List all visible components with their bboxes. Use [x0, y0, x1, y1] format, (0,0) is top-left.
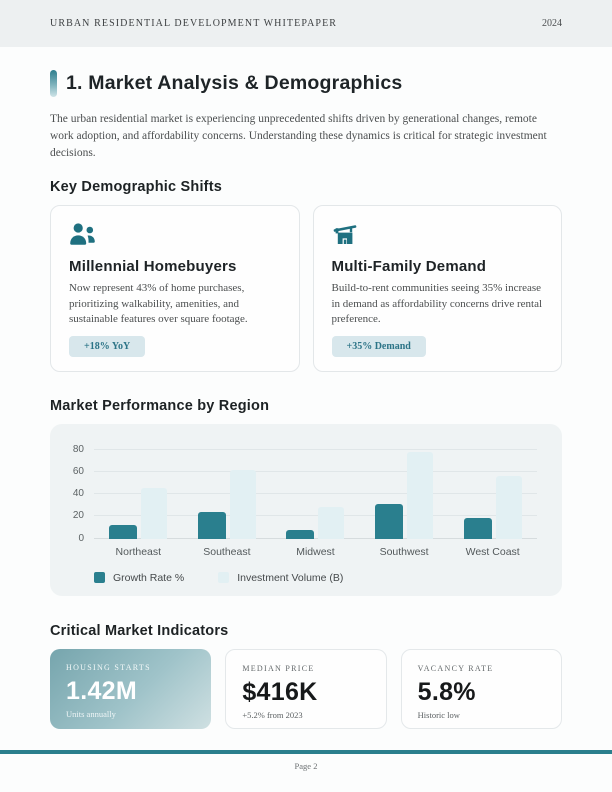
demographics-heading: Key Demographic Shifts	[50, 179, 222, 195]
stat-subtext: +5.2% from 2023	[242, 709, 303, 720]
document-title: URBAN RESIDENTIAL DEVELOPMENT WHITEPAPER	[50, 18, 338, 29]
demo-card-body: Build-to-rent communities seeing 35% increase in demand as affordability concerns drive rental preference.	[331, 282, 543, 325]
page-number: Page 2	[294, 760, 318, 771]
demo-card-title: Multi-Family Demand	[331, 258, 487, 275]
bar-group-northeast	[94, 450, 183, 539]
bar-growth-rate	[198, 512, 226, 539]
stat-label: VACANCY RATE	[417, 663, 494, 673]
demo-card-title: Millennial Homebuyers	[69, 258, 237, 275]
x-axis-label: Northeast	[115, 545, 162, 558]
bar-investment-volume-b	[496, 476, 522, 538]
demo-card-millennial	[50, 205, 300, 372]
chart-legend	[94, 572, 537, 584]
demo-card-badge: +18% YoY	[69, 336, 145, 357]
stat-card-housing-starts	[50, 649, 211, 729]
intro-paragraph: The urban residential market is experiencing unprecedented shifts driven by generational changes, remote work adoption, and affordability concerns. Understanding these dynamics is critical for strategic investment decisions.	[50, 113, 547, 159]
bar-investment-volume-b	[407, 452, 433, 539]
y-axis	[50, 443, 94, 544]
stat-value: 5.8%	[417, 677, 476, 706]
stat-card-median-price	[225, 649, 386, 729]
x-axis-label: Southwest	[379, 545, 429, 558]
accent-bar	[50, 70, 57, 97]
region-bar-chart	[50, 424, 562, 596]
legend-label: Growth Rate %	[113, 571, 185, 584]
bar-group-west-coast	[448, 450, 537, 539]
bar-growth-rate	[109, 525, 137, 538]
bar-investment-volume-b	[141, 488, 167, 538]
demo-card-multifamily	[313, 205, 563, 372]
stat-card-vacancy-rate	[401, 649, 562, 729]
document-year: 2024	[542, 18, 562, 29]
legend-swatch	[218, 572, 229, 583]
y-tick-label: 80	[72, 443, 84, 455]
legend-swatch	[94, 572, 105, 583]
stat-value: $416K	[242, 677, 318, 706]
users-icon	[69, 222, 281, 246]
y-tick-label: 0	[78, 532, 84, 544]
legend-item	[218, 572, 343, 584]
stat-subtext: Historic low	[417, 709, 460, 720]
bar-growth-rate	[286, 530, 314, 539]
building-icon	[332, 222, 544, 246]
bar-group-midwest	[271, 450, 360, 539]
page-header	[0, 0, 612, 47]
page-footer	[0, 750, 612, 792]
stat-label: MEDIAN PRICE	[242, 663, 315, 673]
bar-group-southwest	[360, 450, 449, 539]
bar-growth-rate	[464, 518, 492, 538]
plot-area	[94, 450, 537, 539]
demographic-cards	[50, 205, 562, 372]
bar-investment-volume-b	[318, 507, 344, 538]
x-axis-label: Midwest	[296, 545, 335, 558]
bar-growth-rate	[375, 504, 403, 538]
section-title: 1. Market Analysis & Demographics	[66, 72, 403, 94]
indicator-cards	[50, 649, 562, 729]
legend-label: Investment Volume (B)	[237, 571, 344, 584]
footer-rule	[0, 750, 612, 754]
y-tick-label: 60	[72, 465, 84, 477]
stat-label: HOUSING STARTS	[66, 662, 151, 672]
bar-group-southeast	[183, 450, 272, 539]
stat-subtext: Units annually	[66, 708, 116, 719]
stat-value: 1.42M	[66, 676, 137, 705]
x-axis-label: Southeast	[203, 545, 251, 558]
legend-item	[94, 572, 184, 584]
demo-card-badge: +35% Demand	[332, 336, 426, 357]
chart-heading: Market Performance by Region	[50, 397, 270, 414]
section-title-row	[50, 70, 562, 97]
y-tick-label: 20	[72, 510, 84, 522]
page-body	[0, 70, 612, 729]
indicators-heading: Critical Market Indicators	[50, 622, 229, 639]
bar-investment-volume-b	[230, 470, 256, 539]
demo-card-body: Now represent 43% of home purchases, prioritizing walkability, amenities, and sustainable features over square footage.	[69, 282, 248, 325]
y-tick-label: 40	[72, 488, 84, 499]
x-axis-labels	[94, 546, 537, 558]
x-axis-label: West Coast	[465, 545, 520, 558]
